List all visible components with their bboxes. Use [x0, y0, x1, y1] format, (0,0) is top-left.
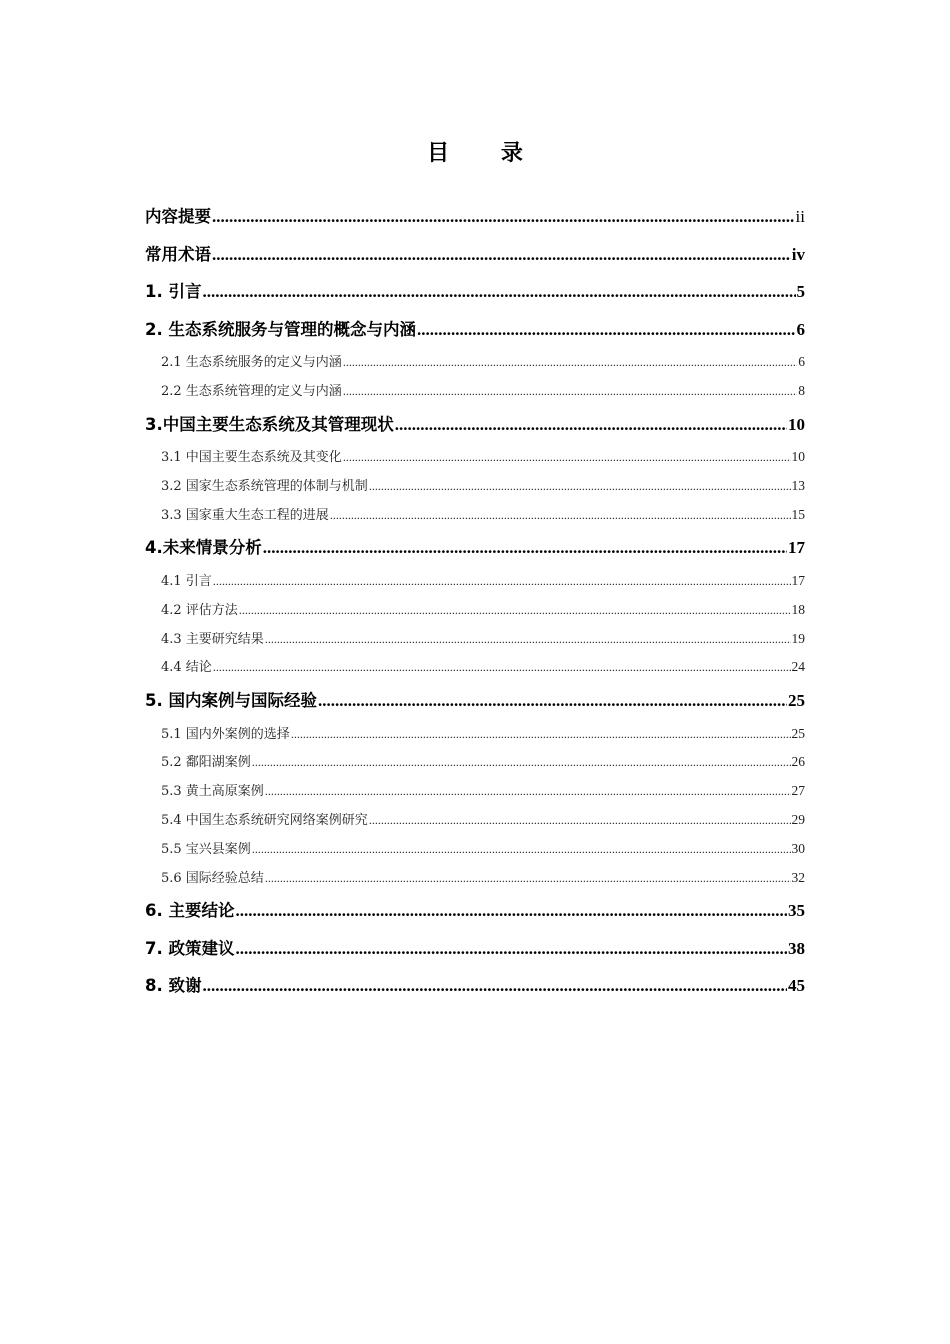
toc-entry-label: 2.1 生态系统服务的定义与内涵	[161, 355, 342, 370]
dot-leader	[369, 806, 791, 835]
toc-subentry[interactable]	[145, 653, 805, 682]
toc-entry-page: 13	[791, 477, 805, 493]
table-of-contents	[145, 198, 805, 1005]
toc-entry-label: 2.2 生态系统管理的定义与内涵	[161, 383, 342, 399]
toc-entry[interactable]	[145, 930, 805, 968]
toc-entry-label: 内容提要	[145, 207, 211, 226]
toc-entry-page: 17	[791, 572, 805, 588]
toc-entry-label: 5.5 宝兴县案例	[161, 841, 251, 857]
toc-entry-page: 26	[791, 754, 805, 770]
dot-leader	[343, 443, 791, 472]
toc-entry-page: 10	[791, 449, 805, 465]
toc-entry[interactable]	[145, 682, 805, 720]
toc-entry-page: 6	[798, 354, 805, 369]
dot-leader	[212, 198, 795, 236]
toc-entry-label: 3.中国主要生态系统及其管理现状	[145, 414, 394, 434]
toc-subentry[interactable]	[145, 443, 805, 472]
page-title: 目 录	[427, 141, 545, 166]
toc-entry[interactable]	[145, 892, 805, 930]
dot-leader	[236, 892, 788, 930]
dot-leader	[417, 311, 796, 349]
toc-entry-page: ii	[795, 207, 805, 226]
toc-entry-label: 2. 生态系统服务与管理的概念与内涵	[145, 319, 416, 339]
dot-leader	[343, 377, 797, 406]
dot-leader	[395, 406, 787, 444]
toc-entry-label: 3.1 中国主要生态系统及其变化	[161, 450, 342, 466]
dot-leader	[252, 748, 791, 777]
toc-entry[interactable]	[145, 273, 805, 311]
dot-leader	[330, 501, 791, 530]
toc-subentry[interactable]	[145, 835, 805, 864]
dot-leader	[343, 348, 797, 377]
toc-entry-page: 30	[791, 840, 805, 856]
toc-entry-label: 6. 主要结论	[145, 901, 235, 921]
toc-entry[interactable]	[145, 236, 805, 274]
toc-entry[interactable]	[145, 198, 805, 236]
toc-entry-page: 15	[791, 506, 805, 522]
toc-subentry[interactable]	[145, 377, 805, 406]
toc-entry[interactable]	[145, 529, 805, 567]
toc-entry-page: 35	[788, 901, 805, 921]
toc-entry-label: 7. 政策建议	[145, 938, 235, 958]
dot-leader	[265, 625, 791, 654]
toc-entry-page: 10	[788, 414, 805, 434]
toc-subentry[interactable]	[145, 864, 805, 893]
toc-entry[interactable]	[145, 311, 805, 349]
toc-entry-label: 4.3 主要研究结果	[161, 631, 264, 647]
toc-entry-label: 5.6 国际经验总结	[161, 870, 264, 886]
dot-leader	[263, 529, 787, 567]
toc-entry-page: 17	[788, 538, 805, 558]
dot-leader	[252, 835, 791, 864]
dot-leader	[291, 720, 791, 749]
dot-leader	[203, 967, 788, 1005]
dot-leader	[265, 864, 791, 893]
toc-entry-label: 5.1 国内外案例的选择	[161, 726, 290, 742]
toc-entry-page: 38	[788, 938, 805, 958]
toc-entry-label: 5.4 中国生态系统研究网络案例研究	[161, 813, 368, 829]
toc-entry-page: 29	[791, 812, 805, 828]
toc-entry-page: 32	[791, 869, 805, 885]
toc-entry-label: 5.2 鄱阳湖案例	[161, 755, 251, 771]
toc-entry-label: 4.2 评估方法	[161, 602, 238, 618]
dot-leader	[203, 273, 796, 311]
toc-subentry[interactable]	[145, 625, 805, 654]
dot-leader	[369, 472, 791, 501]
toc-entry-page: 5	[796, 282, 805, 301]
toc-subentry[interactable]	[145, 720, 805, 749]
dot-leader	[265, 777, 791, 806]
toc-entry-page: 45	[788, 976, 805, 996]
toc-subentry[interactable]	[145, 748, 805, 777]
dot-leader	[318, 682, 787, 720]
toc-entry-page: 25	[788, 691, 805, 711]
toc-entry[interactable]	[145, 967, 805, 1005]
toc-entry-page: 24	[791, 659, 805, 675]
toc-subentry[interactable]	[145, 596, 805, 625]
toc-entry-label: 4.4 结论	[161, 660, 212, 676]
toc-entry-label: 3.2 国家生态系统管理的体制与机制	[161, 478, 368, 494]
toc-subentry[interactable]	[145, 472, 805, 501]
toc-entry-page: 8	[798, 382, 805, 398]
toc-entry-label: 常用术语	[145, 244, 211, 264]
dot-leader	[213, 653, 791, 682]
toc-entry-page: iv	[791, 244, 805, 264]
dot-leader	[236, 930, 788, 968]
toc-entry-label: 8. 致谢	[145, 976, 202, 996]
toc-entry-label: 3.3 国家重大生态工程的进展	[161, 507, 329, 523]
toc-entry-label: 5. 国内案例与国际经验	[145, 691, 317, 711]
dot-leader	[212, 236, 791, 274]
toc-entry-page: 27	[791, 783, 805, 799]
toc-subentry[interactable]	[145, 806, 805, 835]
dot-leader	[239, 596, 791, 625]
toc-entry-label: 1. 引言	[145, 282, 202, 301]
toc-subentry[interactable]	[145, 501, 805, 530]
toc-entry-page: 25	[791, 725, 805, 741]
toc-subentry[interactable]	[145, 348, 805, 377]
toc-entry-page: 6	[796, 319, 805, 339]
dot-leader	[213, 567, 791, 596]
toc-entry-page: 18	[791, 601, 805, 617]
toc-subentry[interactable]	[145, 777, 805, 806]
toc-entry[interactable]	[145, 406, 805, 444]
toc-entry-label: 4.未来情景分析	[145, 538, 262, 558]
toc-entry-label: 4.1 引言	[161, 573, 212, 589]
toc-entry-page: 19	[791, 630, 805, 646]
toc-subentry[interactable]	[145, 567, 805, 596]
toc-entry-label: 5.3 黄土高原案例	[161, 784, 264, 800]
